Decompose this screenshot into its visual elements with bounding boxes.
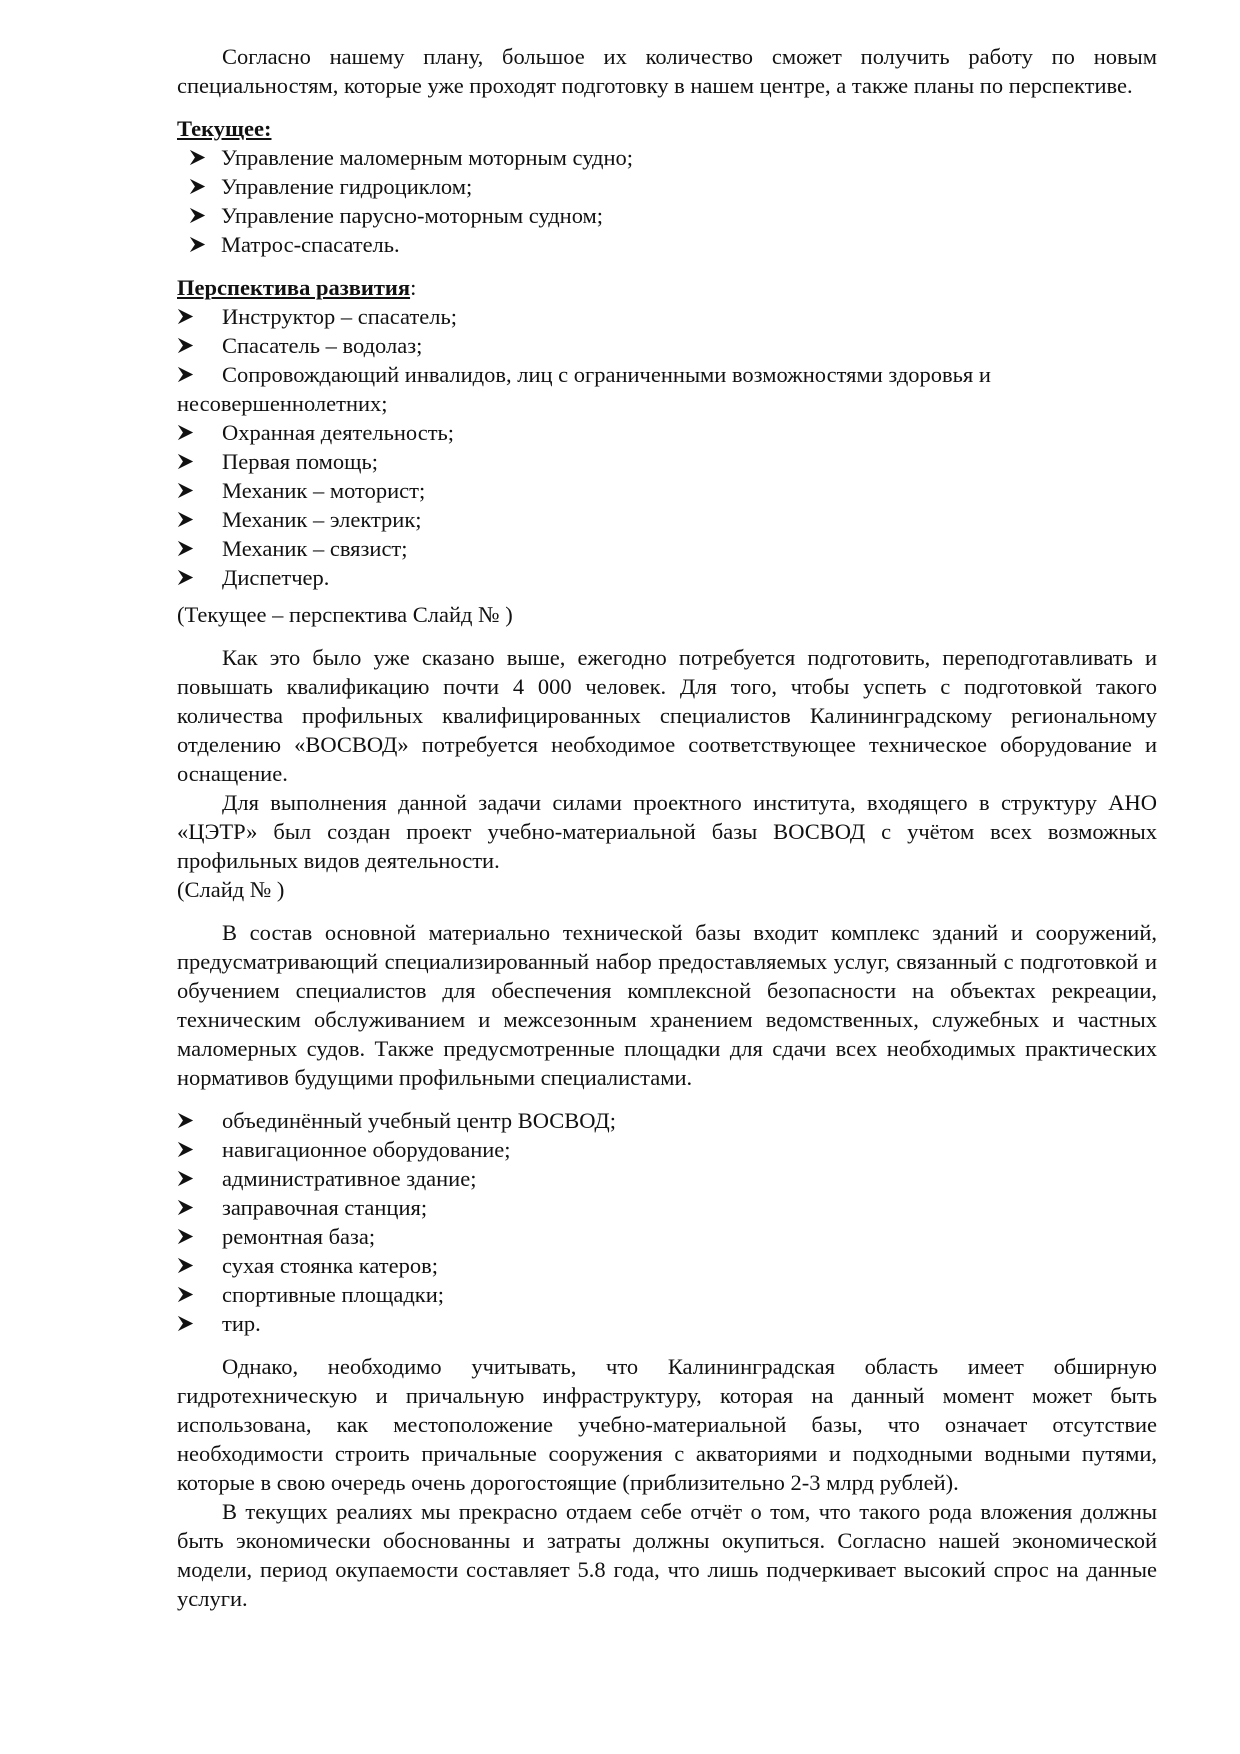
slide-note: (Слайд № ) [177,877,285,902]
payback-paragraph: В текущих реалиях мы прекрасно отдаем себе отчёт о том, что такого рода вложения должны быть экономически обоснованны и затраты должны окупиться. Согласно нашей экономической модели, период окупаемости составляет 5.8 года, что лишь подчеркивает высокий спрос на данные услуги. [177,1499,1157,1611]
list-item: объединённый учебный центр ВОСВОД; [177,1106,1157,1135]
list-item: Механик – моторист; [177,476,1157,505]
list-item: Механик – электрик; [177,505,1157,534]
arrowhead-bullet-icon [177,1193,199,1223]
arrowhead-bullet-icon [177,447,199,477]
list-item: Инструктор – спасатель; [177,302,1157,331]
list-item: Управление маломерным моторным судно; [177,143,1157,172]
arrowhead-bullet-icon [177,360,199,390]
list-item: заправочная станция; [177,1193,1157,1222]
list-item: Первая помощь; [177,447,1157,476]
arrowhead-bullet-icon [177,1135,199,1165]
arrowhead-bullet-icon [177,302,199,332]
slide-note: (Текущее – перспектива Слайд № ) [177,602,513,627]
arrowhead-bullet-icon [189,230,211,260]
arrowhead-bullet-icon [177,534,199,564]
arrowhead-bullet-icon [177,1222,199,1252]
current-section [177,114,1157,259]
project-paragraph: Для выполнения данной задачи силами проектного института, входящего в структуру АНО «ЦЭТР» был создан проект учебно-материальной базы ВОСВОД с учётом всех возможных профильных видов деятельности. [177,790,1157,873]
arrowhead-bullet-icon [177,563,199,593]
list-item: навигационное оборудование; [177,1135,1157,1164]
list-item: тир. [177,1309,1157,1338]
document-page [177,42,1157,1613]
arrowhead-bullet-icon [177,1251,199,1281]
list-item: Сопровождающий инвалидов, лиц с ограниченными возможностями здоровья и несовершеннолетних; [177,362,991,416]
list-item: Матрос-спасатель. [177,230,1157,259]
intro-paragraph: Согласно нашему плану, большое их количество сможет получить работу по новым специальностям, которые уже проходят подготовку в нашем центре, а также планы по перспективе. [177,44,1157,98]
training-paragraph: Как это было уже сказано выше, ежегодно потребуется подготовить, переподготавливать и повышать квалификацию почти 4 000 человек. Для того, чтобы успеть с подготовкой такого количества профильных квалифицированных специалистов Калининградскому региональному отделению «ВОСВОД» потребуется необходимое соответствующее техническое оборудование и оснащение. [177,645,1157,786]
list-item: Спасатель – водолаз; [177,331,1157,360]
list-item: сухая стоянка катеров; [177,1251,1157,1280]
list-item: Управление гидроциклом; [177,172,1157,201]
arrowhead-bullet-icon [177,418,199,448]
perspective-section [177,273,1157,592]
arrowhead-bullet-icon [177,1280,199,1310]
arrowhead-bullet-icon [189,172,211,202]
current-list [177,143,1157,259]
arrowhead-bullet-icon [177,476,199,506]
list-item: спортивные площадки; [177,1280,1157,1309]
base-paragraph: В состав основной материально технической базы входит комплекс зданий и сооружений, предусматривающий специализированный набор предоставляемых услуг, связанный с подготовкой и обучением специалистов для обеспечения комплексной безопасности на объектах рекреации, техническим обслуживанием и межсезонным хранением ведомственных, служебных и частных маломерных судов. Также предусмотренные площадки для сдачи всех необходимых практических нормативов будущими профильными специалистами. [177,920,1157,1090]
list-item: административное здание; [177,1164,1157,1193]
list-item: Охранная деятельность; [177,418,1157,447]
arrowhead-bullet-icon [177,1309,199,1339]
arrowhead-bullet-icon [177,1164,199,1194]
list-item: Диспетчер. [177,563,1157,592]
perspective-list [177,302,1157,592]
list-item: Механик – связист; [177,534,1157,563]
facilities-list [177,1106,1157,1338]
arrowhead-bullet-icon [177,331,199,361]
list-item: ремонтная база; [177,1222,1157,1251]
arrowhead-bullet-icon [189,201,211,231]
infrastructure-paragraph: Однако, необходимо учитывать, что Калининградская область имеет обширную гидротехническую и причальную инфраструктуру, которая на данный момент может быть использована, как местоположение учебно-материальной базы, что означает отсутствие необходимости строить причальные сооружения с акваториями и подходными водными путями, которые в свою очередь очень дорогостоящие (приблизительно 2-3 млрд рублей). [177,1354,1157,1495]
arrowhead-bullet-icon [189,143,211,173]
arrowhead-bullet-icon [177,1106,199,1136]
current-heading: Текущее: [177,116,272,141]
arrowhead-bullet-icon [177,505,199,535]
perspective-heading: Перспектива развития: [177,275,417,300]
list-item: Управление парусно-моторным судном; [177,201,1157,230]
